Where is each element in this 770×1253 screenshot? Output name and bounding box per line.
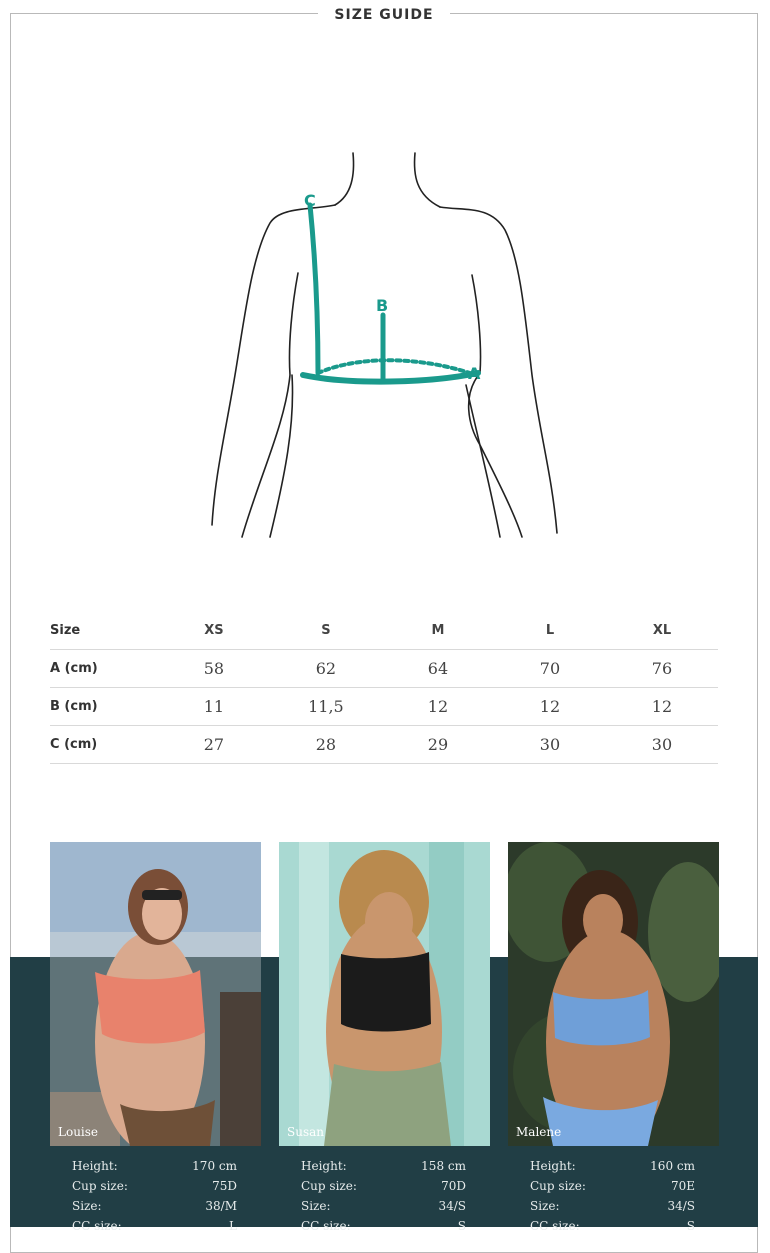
stat-value: S bbox=[457, 1219, 466, 1233]
stat-label: Height: bbox=[72, 1159, 118, 1173]
stat-row bbox=[301, 1216, 466, 1236]
model-stats bbox=[50, 1156, 261, 1236]
model-name: Malene bbox=[516, 1125, 562, 1139]
stat-value: 70D bbox=[441, 1179, 466, 1193]
stat-row bbox=[530, 1216, 695, 1236]
table-cell: 27 bbox=[158, 726, 270, 764]
table-cell: 30 bbox=[494, 726, 606, 764]
table-cell: 12 bbox=[606, 688, 718, 726]
stat-label: Cup size: bbox=[301, 1179, 357, 1193]
header-xl: XL bbox=[606, 612, 718, 650]
measurement-a-dotted-line bbox=[318, 360, 470, 373]
stat-value: 70E bbox=[670, 1179, 695, 1193]
torso-left-outline bbox=[270, 375, 293, 537]
body-measurement-diagram bbox=[200, 145, 580, 545]
header-size: Size bbox=[50, 612, 158, 650]
stat-value: 34/S bbox=[438, 1199, 466, 1213]
header-m: M bbox=[382, 612, 494, 650]
stat-value: 158 cm bbox=[421, 1159, 466, 1173]
stat-row bbox=[72, 1156, 237, 1176]
neck-left-outline bbox=[335, 153, 354, 205]
header-l: L bbox=[494, 612, 606, 650]
table-cell: 12 bbox=[382, 688, 494, 726]
stat-value: 170 cm bbox=[192, 1159, 237, 1173]
stat-value: 34/S bbox=[667, 1199, 695, 1213]
size-table bbox=[50, 612, 718, 764]
stat-label: Height: bbox=[530, 1159, 576, 1173]
stat-label: Cup size: bbox=[72, 1179, 128, 1193]
header-xs: XS bbox=[158, 612, 270, 650]
model-photo bbox=[279, 842, 490, 1146]
row-label: B (cm) bbox=[50, 688, 158, 726]
table-cell: 28 bbox=[270, 726, 382, 764]
model-stats bbox=[508, 1156, 719, 1236]
table-cell: 11,5 bbox=[270, 688, 382, 726]
table-row bbox=[50, 688, 718, 726]
model-name: Louise bbox=[58, 1125, 99, 1139]
stat-label: CC size: bbox=[530, 1219, 580, 1233]
row-label: A (cm) bbox=[50, 650, 158, 688]
stat-label: CC size: bbox=[72, 1219, 122, 1233]
stat-row bbox=[530, 1156, 695, 1176]
model-name: Susan bbox=[287, 1125, 324, 1139]
label-b: B bbox=[376, 296, 389, 315]
size-guide-heading bbox=[11, 4, 757, 23]
size-guide-title: SIZE GUIDE bbox=[318, 7, 449, 23]
stat-row bbox=[301, 1156, 466, 1176]
table-cell: 11 bbox=[158, 688, 270, 726]
stat-row bbox=[530, 1196, 695, 1216]
table-cell: 30 bbox=[606, 726, 718, 764]
model-photo bbox=[508, 842, 719, 1146]
neck-right-outline bbox=[414, 153, 440, 207]
model-card-louise bbox=[50, 842, 261, 1236]
table-row bbox=[50, 726, 718, 764]
stat-label: Size: bbox=[530, 1199, 560, 1213]
label-c: C bbox=[304, 191, 316, 210]
stat-row bbox=[530, 1176, 695, 1196]
row-label: C (cm) bbox=[50, 726, 158, 764]
table-cell: 64 bbox=[382, 650, 494, 688]
model-card-malene bbox=[508, 842, 719, 1236]
stat-row bbox=[72, 1196, 237, 1216]
header-s: S bbox=[270, 612, 382, 650]
stat-value: 75D bbox=[212, 1179, 237, 1193]
stat-value: S bbox=[686, 1219, 695, 1233]
left-arm-inner-outline bbox=[242, 273, 298, 537]
table-cell: 12 bbox=[494, 688, 606, 726]
stat-value: 38/M bbox=[205, 1199, 237, 1213]
stat-value: 160 cm bbox=[650, 1159, 695, 1173]
model-card-susan bbox=[279, 842, 490, 1236]
stat-row bbox=[72, 1216, 237, 1236]
torso-right-outline bbox=[466, 385, 500, 537]
table-cell: 70 bbox=[494, 650, 606, 688]
table-cell: 29 bbox=[382, 726, 494, 764]
table-cell: 58 bbox=[158, 650, 270, 688]
measurement-c-line bbox=[310, 205, 318, 373]
stat-label: Size: bbox=[72, 1199, 102, 1213]
table-cell: 62 bbox=[270, 650, 382, 688]
table-row bbox=[50, 650, 718, 688]
stat-label: Size: bbox=[301, 1199, 331, 1213]
stat-label: CC size: bbox=[301, 1219, 351, 1233]
stat-label: Height: bbox=[301, 1159, 347, 1173]
table-cell: 76 bbox=[606, 650, 718, 688]
right-arm-inner-outline bbox=[469, 275, 522, 537]
stat-row bbox=[72, 1176, 237, 1196]
model-stats bbox=[279, 1156, 490, 1236]
stat-row bbox=[301, 1196, 466, 1216]
label-a: A bbox=[468, 364, 481, 383]
stat-label: Cup size: bbox=[530, 1179, 586, 1193]
stat-value: L bbox=[229, 1219, 237, 1233]
measurement-a-line bbox=[303, 373, 478, 382]
size-table-header-row bbox=[50, 612, 718, 650]
stat-row bbox=[301, 1176, 466, 1196]
model-photo bbox=[50, 842, 261, 1146]
